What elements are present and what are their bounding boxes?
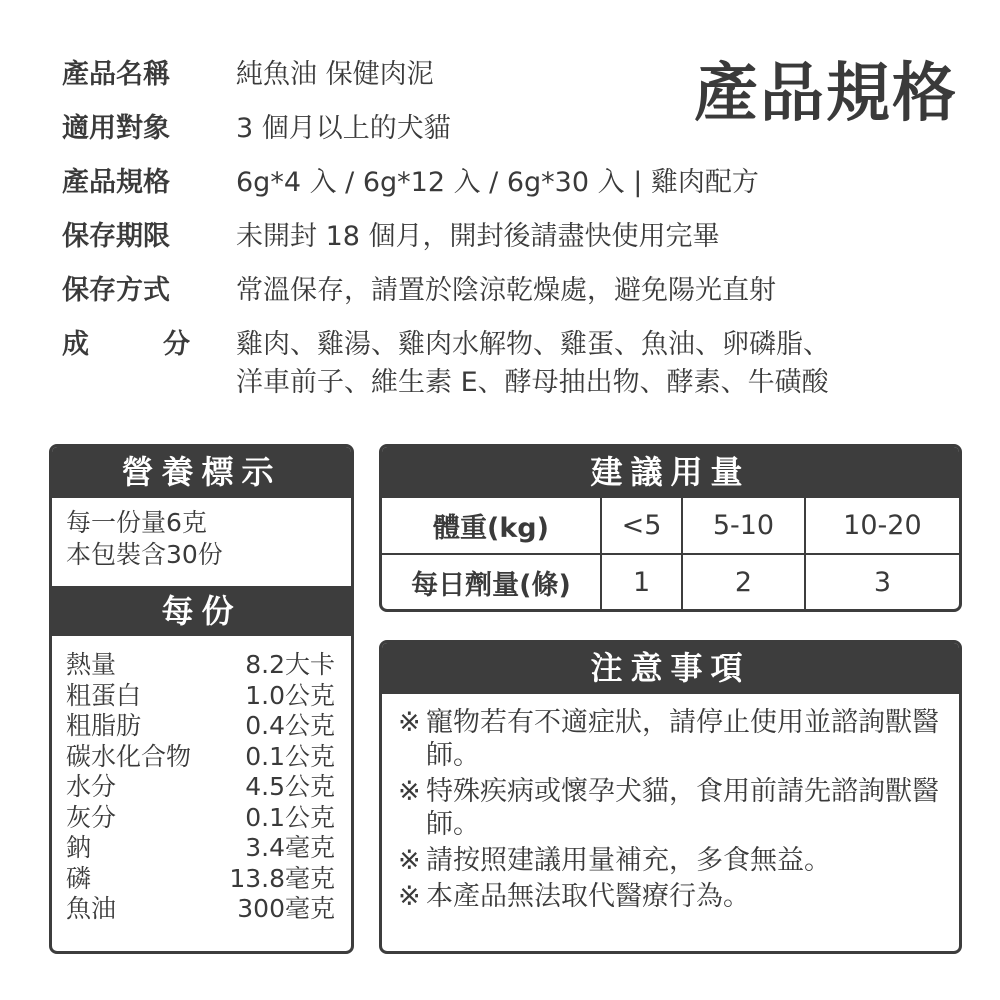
- nutrition-item: 水分 4.5公克: [66, 772, 335, 801]
- notes-panel: [379, 640, 962, 954]
- dosage-panel: [379, 444, 962, 612]
- table-cell: 1: [601, 554, 682, 610]
- table-cell: 10-20: [805, 498, 959, 554]
- spec-row-spec: [62, 164, 759, 202]
- nutrition-item: 灰分 0.1公克: [66, 802, 335, 832]
- dosage-table: [382, 498, 959, 610]
- reference-mark-icon: ※: [398, 776, 421, 807]
- note-item: ※ 請按照建議用量補充，多食無益。: [398, 845, 831, 876]
- dosage-header: 建議用量: [382, 447, 959, 498]
- per-serving-header: 每份: [52, 586, 351, 636]
- spec-row-storage: [62, 272, 776, 310]
- table-cell: <5: [601, 498, 682, 554]
- serving-size: 每一份量6克: [66, 508, 207, 537]
- spec-value: 雞肉、雞湯、雞肉水解物、雞蛋、魚油、卵磷脂、 洋車前子、維生素 E、酵母抽出物、酵素、牛磺酸: [236, 329, 830, 398]
- table-row: [382, 498, 959, 554]
- servings-per-pack: 本包裝含30份: [66, 540, 223, 569]
- page-title: 產品規格: [694, 57, 958, 131]
- nutrition-item: 粗脂肪 0.4公克: [66, 711, 335, 740]
- reference-mark-icon: ※: [398, 845, 421, 876]
- nutrition-panel: [49, 444, 354, 954]
- spec-label: 適用對象: [62, 113, 170, 144]
- nutrition-item: 鈉 3.4毫克: [66, 833, 335, 862]
- spec-label: 保存期限: [62, 221, 170, 252]
- table-row: [382, 554, 959, 610]
- spec-row-product-name: [62, 56, 434, 94]
- spec-label: 保存方式: [62, 275, 170, 306]
- table-cell: 3: [873, 567, 891, 598]
- spec-row-ingredients: [62, 326, 830, 402]
- table-cell: 5-10: [682, 498, 805, 554]
- spec-row-target: [62, 110, 451, 148]
- nutrition-item: 粗蛋白 1.0公克: [66, 680, 335, 710]
- nutrition-header: 營養標示: [52, 447, 351, 498]
- nutrition-item: 魚油 300毫克: [66, 894, 335, 923]
- spec-row-shelf-life: [62, 218, 720, 256]
- notes-list: [382, 694, 959, 913]
- note-item: ※ 特殊疾病或懷孕犬貓，食用前請先諮詢獸醫師。: [398, 776, 939, 840]
- note-item: ※ 寵物若有不適症狀，請停止使用並諮詢獸醫師。: [398, 707, 939, 771]
- serving-info: [52, 498, 351, 586]
- spec-value: 常溫保存，請置於陰涼乾燥處，避免陽光直射: [236, 275, 776, 306]
- table-cell: 2: [682, 554, 805, 610]
- spec-value: 6g*4 入 / 6g*12 入 / 6g*30 入 | 雞肉配方: [236, 167, 759, 198]
- nutrition-item: 磷 13.8毫克: [66, 863, 335, 893]
- nutrition-list: [52, 636, 351, 925]
- notes-header: 注意事項: [382, 643, 959, 694]
- note-item: ※ 本產品無法取代醫療行為。: [398, 881, 750, 912]
- spec-value: 3 個月以上的犬貓: [236, 113, 451, 144]
- reference-mark-icon: ※: [398, 881, 421, 912]
- nutrition-item: 碳水化合物 0.1公克: [66, 741, 335, 771]
- weight-label: 體重(kg): [382, 498, 601, 554]
- spec-value: 純魚油 保健肉泥: [236, 59, 434, 90]
- spec-value: 未開封 18 個月，開封後請盡快使用完畢: [236, 221, 720, 252]
- reference-mark-icon: ※: [398, 707, 421, 738]
- spec-label: 產品名稱: [62, 59, 170, 90]
- spec-label: 成 分: [62, 329, 190, 360]
- dose-label: 每日劑量(條): [382, 554, 601, 610]
- nutrition-item: 熱量 8.2大卡: [66, 650, 335, 679]
- spec-label: 產品規格: [62, 167, 170, 198]
